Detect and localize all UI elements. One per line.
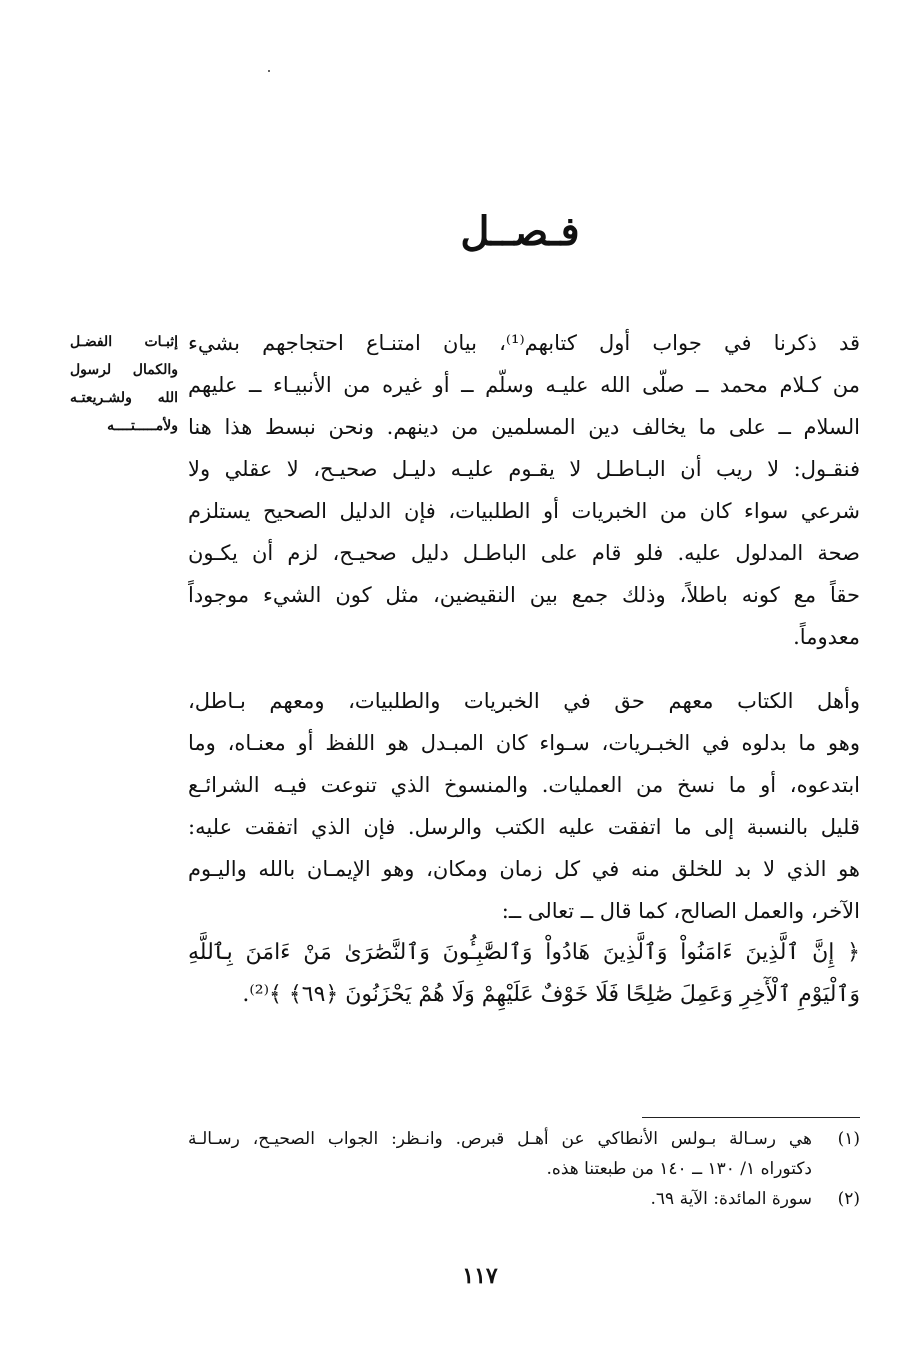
verse-line: وَٱلْيَوْمِ ٱلْأٓخِرِ وَعَمِلَ صَٰلِحًا فَلَا خَوْفٌ عَلَيْهِمْ وَلَا هُمْ يَحْزَنُونَ ﴿٦٩﴾ ﴾⁽²⁾.: [242, 982, 860, 1007]
text-line: هو الذي لا بد للخلق منه في كل زمان ومكان، وهو الإيمـان بالله واليـوم: [188, 857, 860, 881]
quran-verse: [188, 932, 860, 1016]
margin-note-line: والكمال لرسول: [70, 362, 178, 378]
page-number: ١١٧: [462, 1263, 498, 1289]
text-line: الآخر، والعمل الصالح، كما قال ــ تعالى ــ:: [501, 899, 860, 923]
footnote-number: (١): [837, 1129, 860, 1149]
margin-note-line: الله ولشـريعتـه: [70, 390, 178, 406]
footnote-number: (٢): [837, 1189, 860, 1209]
text-line: شرعي سواء كان من الخبريات أو الطلبيات، فإن الدليل الصحيح يستلزم: [188, 499, 860, 523]
text-line: ابتدعوه، أو ما نسخ من العمليات. والمنسوخ الذي تنوعت فيـه الشرائـع: [188, 773, 860, 797]
text-line: قليل بالنسبة إلى ما اتفقت عليه الكتب والرسل. فإن الذي اتفقت عليه:: [188, 815, 860, 839]
text-line: من كـلام محمد ــ صلّى الله عليـه وسلّم ــ أو غيره من الأنبيـاء ــ عليهم: [188, 373, 860, 397]
section-title: فـصــل: [460, 208, 580, 255]
footnote-divider: [642, 1117, 860, 1118]
paragraph-1: [188, 322, 860, 658]
footnote-line: دكتوراه ١/ ١٣٠ ــ ١٤٠ من طبعتنا هذه.: [546, 1159, 812, 1179]
text-line: وهو ما بدلوه في الخبـريات، سـواء كان المبـدل هو اللفظ أو معنـاه، وما: [188, 731, 860, 755]
footnote-line: هي رسـالة بـولس الأنطاكي عن أهـل قبرص. وانـظر: الجواب الصحيـح، رسـالـة: [188, 1129, 812, 1149]
text-line: قد ذكرنا في جواب أول كتابهم⁽¹⁾، بيان امتنـاع احتجاجهم بشيء: [188, 331, 860, 355]
text-line: حقاً مع كونه باطلاً، وذلك جمع بين النقيضين، مثل كون الشيء موجوداً: [188, 583, 860, 607]
main-text: [188, 322, 860, 1016]
speck: [268, 70, 270, 72]
text-line: فنقـول: لا ريب أن البـاطـل لا يقـوم عليـه دليـل صحيـح، لا عقلي ولا: [188, 457, 860, 481]
text-line: معدوماً.: [793, 625, 860, 649]
footnote: [188, 1184, 860, 1214]
text-line: صحة المدلول عليه. فلو قام على الباطـل دليل صحيـح، لزم أن يكـون: [188, 541, 860, 565]
paragraph-2: [188, 680, 860, 932]
margin-note: [70, 328, 178, 440]
text-line: السلام ــ على ما يخالف دين المسلمين من دينهم. ونحن نبسط هذا هنا: [188, 415, 860, 439]
footnote-line: سورة المائدة: الآية ٦٩.: [650, 1189, 812, 1209]
footnotes: [188, 1124, 860, 1214]
margin-note-line: إثبـات الفضـل: [70, 334, 178, 350]
verse-line: ﴿ إِنَّ ٱلَّذِينَ ءَامَنُواْ وَٱلَّذِينَ هَادُواْ وَٱلصَّٰبِـُٔونَ وَٱلنَّصَٰرَىٰ مَنْ ءَامَنَ بِٱللَّهِ: [188, 940, 860, 965]
margin-note-line: ولأمـــــتــــه: [107, 418, 178, 434]
footnote: [188, 1124, 860, 1184]
text-line: وأهل الكتاب معهم حق في الخبريات والطلبيات، ومعهم بـاطل،: [188, 689, 860, 713]
